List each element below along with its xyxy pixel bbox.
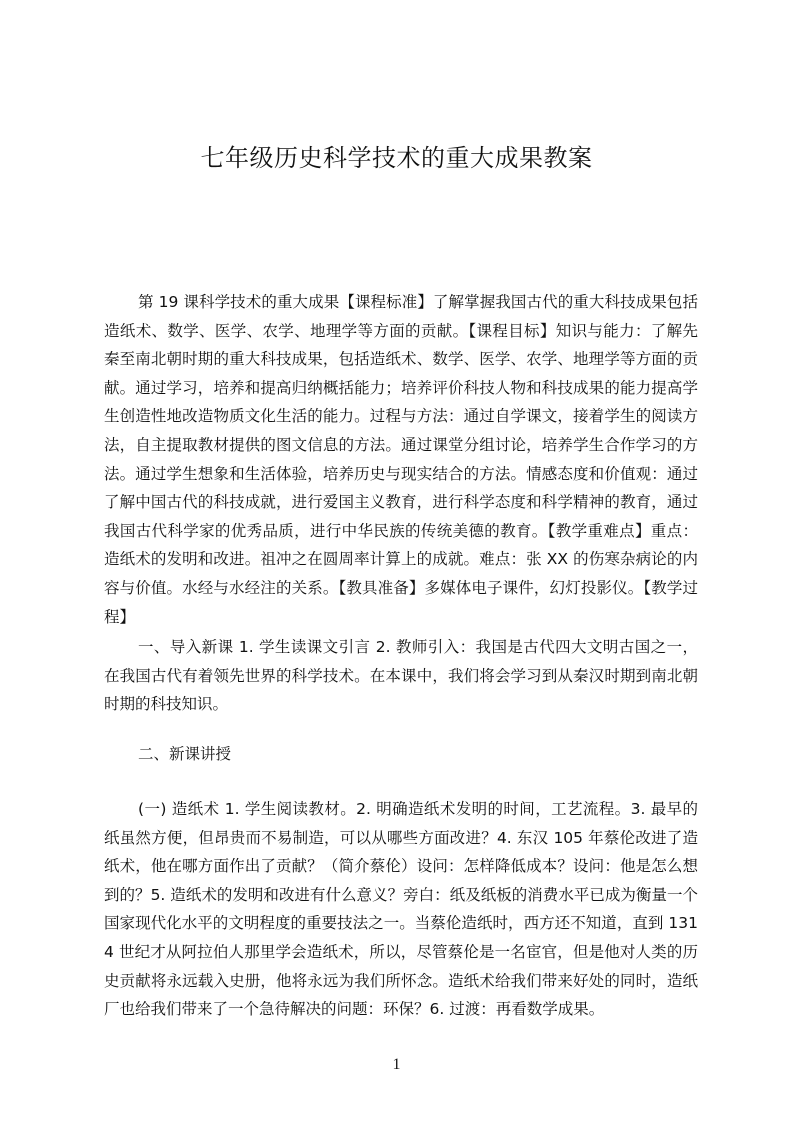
paragraph-course-objectives: 第 19 课科学技术的重大成果【课程标准】了解掌握我国古代的重大科技成果包括造纸术、数学、医学、农学、地理学等方面的贡献。【课程目标】知识与能力：了解先秦至南北朝时期的重大科技成果，包括造纸术、数学、医学、农学、地理学等方面的贡献。通过学习，培养和提高归纳概括能力；培养评价科技人物和科技成果的能力提高学生创造性地改造物质文化生活的能力。过程与方法：通过自学课文，接着学生的阅读方法，自主提取教材提供的图文信息的方法。通过课堂分组讨论，培养学生合作学习的方法。通过学生想象和生活体验，培养历史与现实结合的方法。情感态度和价值观：通过了解中国古代的科技成就，进行爱国主义教育，进行科学态度和科学精神的教育，通过我国古代科学家的优秀品质，进行中华民族的传统美德的教育。【教学重难点】重点：造纸术的发明和改进。祖冲之在圆周率计算上的成就。难点：张 XX 的伤寒杂病论的内容与价值。水经与水经注的关系。【教具准备】多媒体电子课件，幻灯投影仪。【教学过程】 bbox=[104, 293, 698, 626]
paragraph-introduction: 一、导入新课 1. 学生读课文引言 2. 教师引入：我国是古代四大文明古国之一，在我国古代有着领先世界的科学技术。在本课中，我们将会学习到从秦汉时期到南北朝时期的科技知识。 bbox=[104, 638, 698, 714]
page-number: 1 bbox=[392, 1056, 401, 1073]
section-heading-new-lesson: 二、新课讲授 bbox=[138, 745, 232, 763]
paragraph-papermaking: (一) 造纸术 1. 学生阅读教材。2. 明确造纸术发明的时间，工艺流程。3. 最早的纸虽然方便，但昂贵而不易制造，可以从哪些方面改进？4. 东汉 105 年蔡伦改进了造纸术，他在哪方面作出了贡献？（简介蔡伦）设问：怎样降低成本？设问：他是怎么想到的？5. 造纸术的发明和改进有什么意义？旁白：纸及纸板的消费水平已成为衡量一个国家现代化水平的文明程度的重要技法之一。当蔡伦造纸时，西方还不知道，直到 1314 世纪才从阿拉伯人那里学会造纸术，所以，尽管蔡伦是一名宦官，但是他对人类的历史贡献将永远载入史册，他将永远为我们所怀念。造纸术给我们带来好处的同时，造纸厂也给我们带来了一个急待解决的问题：环保？6. 过渡：再看数学成果。 bbox=[104, 800, 698, 1019]
document-title: 七年级历史科学技术的重大成果教案 bbox=[200, 144, 593, 172]
